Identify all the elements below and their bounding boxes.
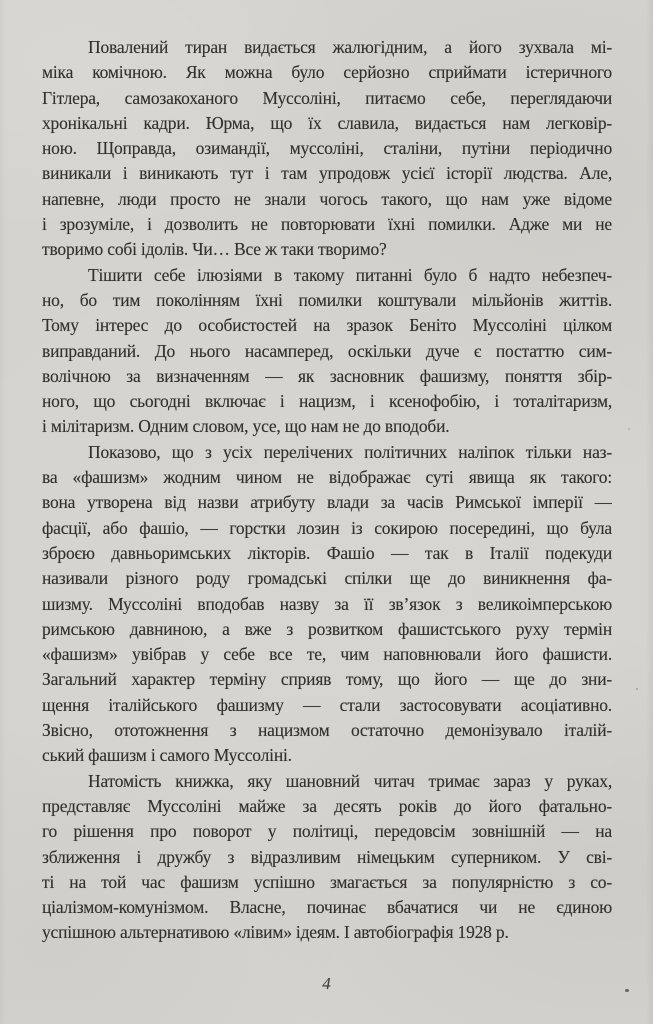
text-line: і мілітаризм. Одним словом, усе, що нам не до вподоби. [42, 416, 450, 437]
text-line: ва «фашизм» жодним чином не відображає суті явища як такого: [42, 467, 612, 488]
text-line: римською давниною, а вже з розвитком фашистського руху термін [42, 618, 612, 639]
paragraph [42, 769, 612, 946]
text-line: Звісно, ототожнення з нацизмом остаточно демонізувало італій- [42, 720, 612, 741]
text-line: виправданий. До нього насамперед, оскільки дуче є постаттю сим- [42, 340, 612, 361]
text-line: хронікальні кадри. Юрма, що їх славила, видається нам легковір- [42, 112, 612, 133]
text-line: Тішити себе ілюзіями в такому питанні було б надто небезпеч- [88, 264, 612, 285]
text-line: «фашизм» увібрав у себе все те, чим наповнювали його фашисти. [42, 644, 612, 665]
text-line: шизму. Муссоліні вподобав назву за її зв’язок з великоімперською [42, 593, 612, 614]
text-line: представляє Муссоліні майже за десять років до його фатально- [42, 795, 612, 816]
text-line: Тому інтерес до особистостей на зразок Беніто Муссоліні цілком [42, 315, 612, 336]
paragraph [42, 35, 612, 263]
text-line: успішною альтернативою «лівим» ідеям. І автобіографія 1928 р. [42, 922, 509, 943]
text-line: називали різного роду громадські спілки ще до виникнення фа- [42, 568, 612, 589]
text-line: Натомість книжка, яку шановний читач тримає зараз у руках, [88, 770, 612, 791]
body-text [42, 35, 612, 946]
text-line: ною. Щоправда, озимандії, муссоліні, сталіни, путіни періодично [42, 138, 612, 159]
text-line: фасції, або фашіо, — горстки лозин із сокирою посередині, що була [42, 517, 612, 538]
text-line: волічною за визначенням — як засновник фашизму, поняття збір- [42, 365, 612, 386]
paragraph [42, 263, 612, 440]
text-line: щення італійського фашизму — стали застосовувати асоціативно. [42, 694, 612, 715]
paragraph [42, 440, 612, 769]
text-line: Загальний характер терміну сприяв тому, що його — ще до зни- [42, 669, 612, 690]
text-line: ціалізмом-комунізмом. Власне, починає вбачатися чи не єдиною [42, 897, 612, 918]
text-line: виникали і виникають тут і там упродовж усієї історії людства. Але, [42, 163, 612, 184]
text-line: ного, що сьогодні включає і нацизм, і ксенофобію, і тоталітаризм, [42, 391, 612, 412]
text-line: творимо собі ідолів. Чи… Все ж таки творимо? [42, 239, 387, 260]
text-line: Повалений тиран видається жалюгідним, а його зухвала мі- [88, 37, 612, 57]
text-line: вона утворена від назви атрибуту влади за часів Римської імперії — [42, 492, 612, 513]
text-line: но, бо тим поколінням їхні помилки коштували мільйонів життів. [42, 289, 612, 310]
paper-speck [628, 428, 630, 430]
text-line: ський фашизм і самого Муссоліні. [42, 745, 292, 766]
text-line: го рішення про поворот у політиці, передовсім зовнішній — на [42, 821, 612, 842]
text-line: і зрозуміле, і дозволить не повторювати їхні помилки. Адже ми не [42, 214, 612, 235]
text-line: ті на той час фашизм успішно змагається за популярністю з со- [42, 871, 612, 892]
page-number: 4 [322, 974, 331, 993]
text-line: напевне, люди просто не знали чогось такого, що нам уже відоме [42, 188, 612, 209]
text-line: зброєю давньоримських лікторів. Фашіо — так в Італії подекуди [42, 542, 612, 563]
text-line: зближення і дружбу з відразливим німецьким суперником. У сві- [42, 846, 612, 867]
text-line: Показово, що з усіх перелічених політичних наліпок тільки наз- [88, 441, 612, 462]
text-line: міка комічною. Як можна було серйозно сприймати істеричного [42, 62, 612, 83]
text-line: Гітлера, самозакоханого Муссоліні, питаємо себе, переглядаючи [42, 87, 612, 108]
paper-speck [636, 688, 638, 690]
